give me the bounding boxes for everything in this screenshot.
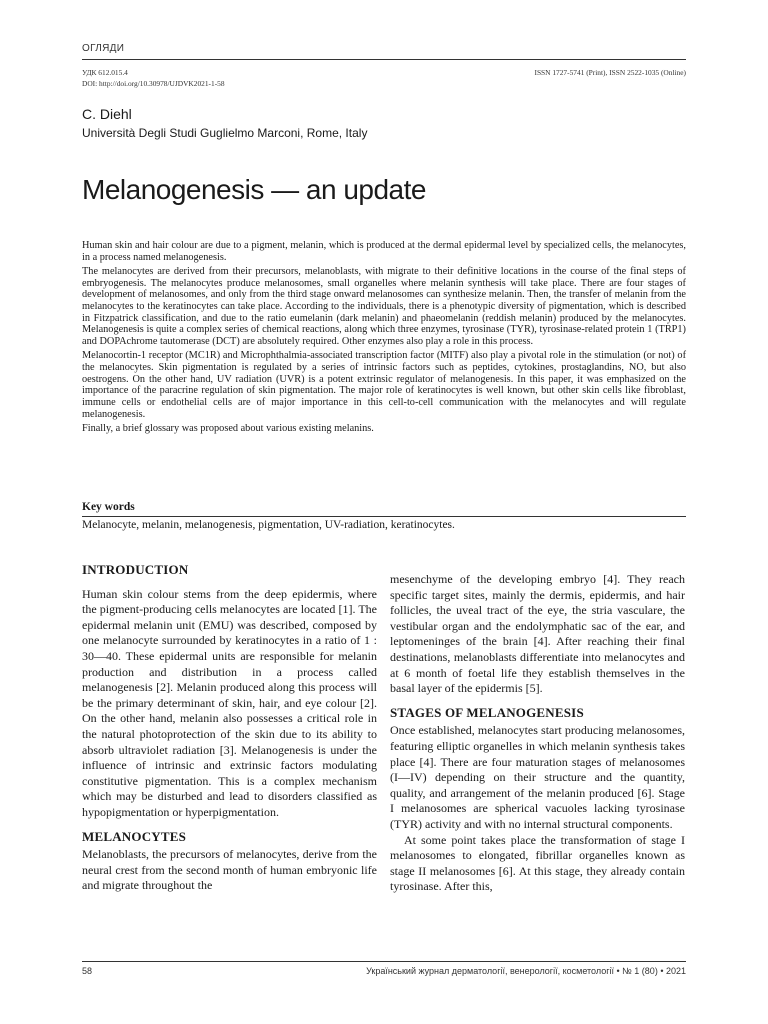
keywords-text: Melanocyte, melanin, melanogenesis, pigmentation, UV-radiation, keratinocytes. [82,519,455,531]
stages-paragraph: Once established, melanocytes start producing melanosomes, featuring elliptic organelles in which melanin synthesis takes place [4]. There are four maturation stages of melanosomes (I—IV) depending on their structure and the quantity, quality, and arrangement of the melanin produced [6]. Stage I melanosomes are spherical vacuoles lacking tyrosinase (TYR) activity and with no internal structural components. [390,723,685,831]
footer-rule [82,961,686,962]
stages-paragraph: At some point takes place the transformation of stage I melanosomes to elongated, fibrillar organelles known as stage II melanosomes [6]. At this stage, they already contain tyrosinase. After this, [390,832,685,894]
abstract [82,240,686,437]
introduction-heading: INTRODUCTION [82,562,189,577]
abstract-paragraph: The melanocytes are derived from their precursors, melanoblasts, with migrate to their definitive locations in the course of the final steps of embryogenesis. The melanocytes produce melanosomes, small organelles where melanin synthesis will take place. There are four stages of development of melanosomes, and only from the third stage onward melanosomes can synthesize melanin. Then, the transfer of melanin from the melanocytes to the keratinocytes can take place. According to the individuals, there is a phenotypic diversity of pigmentation, which is described in Fitzpatrick classification, and due to the ratio eumelanin (dark melanin) and phaeomelanin (reddish melanin) produced by the melanocytes. Melanogenesis is quite a complex series of chemical reactions, along which three enzymes, tyrosinase (TYR), tyrosinase-related protein 1 (TRP1) and DOPAchrome tautomerase (DCT) are absolutely required. Other enzymes also play a role in this process. [82,265,686,348]
stages-heading: STAGES OF MELANOGENESIS [390,704,584,720]
melanocytes-text-start: Melanoblasts, the precursors of melanocytes, derive from the neural crest from the second month of human embryonic life and migrate throughout the [82,847,377,893]
author-affiliation: Università Degli Studi Guglielmo Marconi, Rome, Italy [82,126,368,140]
issn-info: ISSN 1727-5741 (Print), ISSN 2522-1035 (Online) [534,68,686,77]
keywords-rule [82,516,686,517]
abstract-paragraph: Human skin and hair colour are due to a pigment, melanin, which is produced at the dermal epidermal level by specialized cells, the melanocytes, in a process named melanogenesis. [82,240,686,263]
left-column [82,562,377,894]
section-label: ОГЛЯДИ [82,43,125,54]
page-number: 58 [82,966,93,976]
article-meta [82,68,225,89]
introduction-text: Human skin colour stems from the deep epidermis, where the pigment-producing cells melanocytes are located [1]. The epidermal melanin unit (EMU) was described, composed by one melanocyte surrounded by keratinocytes in a ratio of 1 : 30—40. These epidermal units are responsible for melanin production and distribution in a process called melanogenesis [2]. Melanin produced along this process will be the primary determinant of skin, hair, and eye colour [2]. On the other hand, melanin also possesses a critical role in the natural photoprotection of the skin due to its ability to absorb ultraviolet radiation [3]. Melanogenesis is under the influence of intrinsic and extrinsic factors modulating constitutive pigmentation. This is a complex mechanism which may be disturbed and lead to disorders classified as hypopigmentation or hyperpigmentation. [82,586,377,819]
doi-link[interactable]: DOI: http://doi.org/10.30978/UJDVK2021-1-58 [82,78,225,88]
abstract-paragraph: Melanocortin-1 receptor (MC1R) and Microphthalmia-associated transcription factor (MITF) also play a pivotal role in the stimulation (or not) of the melanocytes. Skin pigmentation is regulated by a series of intrinsic factors such as peptides, cytokines, prostaglandins, NO, but also oestrogens. On the other hand, UV radiation (UVR) is a potent extrinsic regulator of melanogenesis. In this paper, it was emphasized on the importance of the paracrine regulation of skin pigmentation. The major role of keratinocytes is well known, but other skin cells like fibroblast, immune cells or endothelial cells are of major importance in this cell-to-cell communication with the melanocytes and will regulate melanogenesis. [82,350,686,420]
udc-code: УДК 612.015.4 [82,68,128,77]
melanocytes-heading: MELANOCYTES [82,828,187,844]
melanocytes-text-continued: mesenchyme of the developing embryo [4]. They reach specific target sites, mainly the dermis, epidermis, and hair follicles, the uveal tract of the eye, the stria vasculare, the vestibular organ and the endolymphatic sac of the ear, and leptomeninges of the brain [4]. After reaching their final destinations, melanoblasts differentiate into melanocytes and at 6 month of foetal life they establish themselves in the basal layer of the epidermis [5]. [390,572,685,696]
right-column [390,572,685,895]
journal-footer: Український журнал дерматології, венерології, косметології • № 1 (80) • 2021 [366,966,686,976]
keywords-heading: Key words [82,501,135,513]
article-page [82,0,686,1024]
author-name: C. Diehl [82,106,132,122]
abstract-paragraph: Finally, a brief glossary was proposed about various existing melanins. [82,423,374,435]
header-rule [82,59,686,60]
article-title: Melanogenesis — an update [82,174,426,205]
